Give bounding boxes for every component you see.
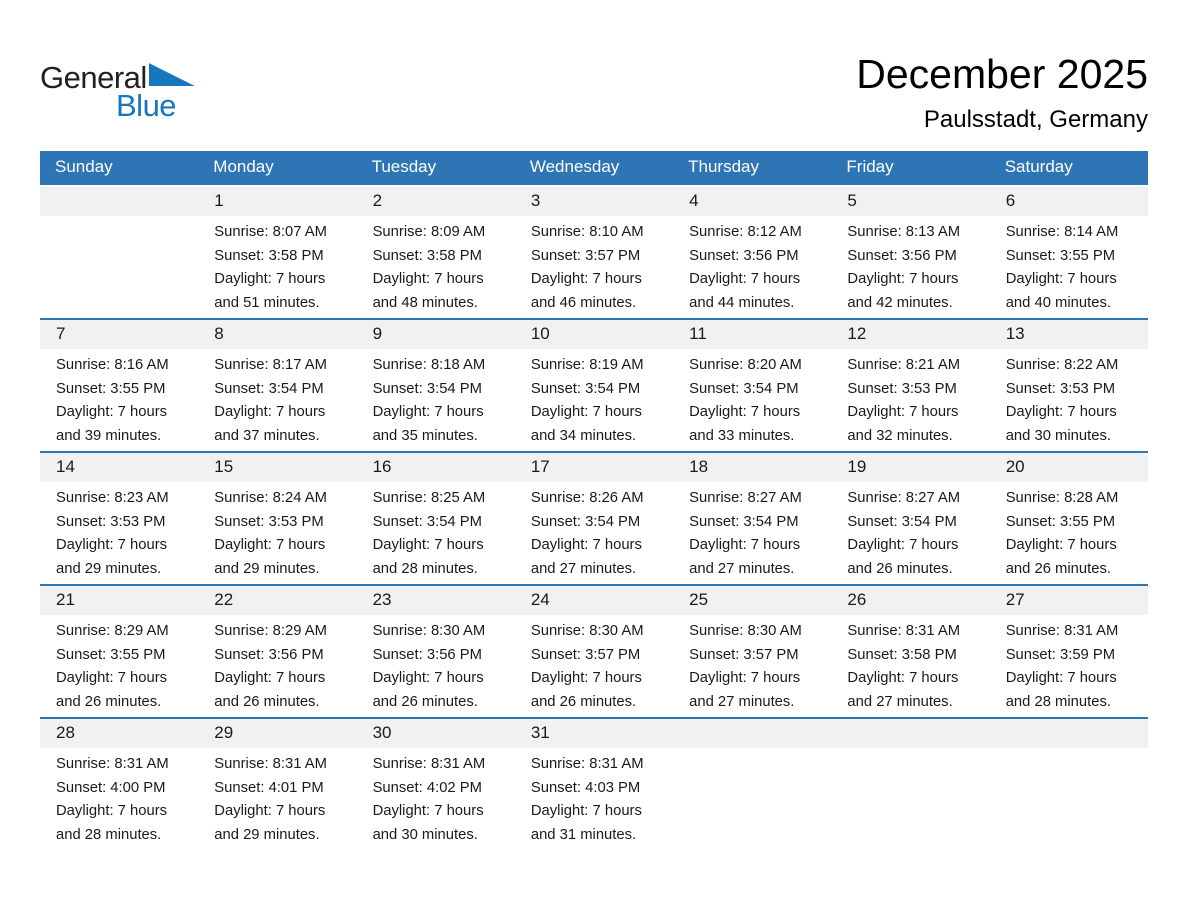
sunrise-text: Sunrise: 8:31 AM	[214, 756, 327, 773]
sunset-text: Sunset: 4:00 PM	[56, 779, 166, 796]
day-cell	[40, 319, 198, 452]
day-cell	[990, 186, 1148, 319]
day-number: 6	[990, 187, 1148, 216]
sunrise-text: Sunrise: 8:20 AM	[689, 357, 802, 374]
sunrise-text: Sunrise: 8:18 AM	[372, 357, 486, 374]
sunset-text: Sunset: 3:56 PM	[847, 247, 957, 264]
day-cell	[990, 319, 1148, 452]
daylight-text-line2: and 44 minutes.	[689, 294, 795, 311]
day-number: 2	[357, 187, 515, 216]
day-details	[198, 482, 356, 581]
weekday-header-tuesday: Tuesday	[357, 151, 515, 186]
sunrise-text: Sunrise: 8:29 AM	[214, 623, 327, 640]
day-cell	[198, 718, 356, 851]
sunset-text: Sunset: 3:56 PM	[372, 646, 482, 663]
weekday-header-friday: Friday	[831, 151, 989, 186]
day-number: 23	[357, 586, 515, 615]
sunrise-text: Sunrise: 8:19 AM	[530, 357, 644, 374]
daylight-text-line1: Daylight: 7 hours	[56, 537, 168, 554]
day-number: 12	[831, 320, 989, 349]
sunrise-text: Sunrise: 8:31 AM	[530, 756, 644, 773]
daylight-text-line2: and 26 minutes.	[372, 693, 478, 710]
day-number: 17	[515, 453, 673, 482]
sunrise-text: Sunrise: 8:31 AM	[56, 756, 169, 773]
daylight-text-line2: and 46 minutes.	[530, 294, 637, 311]
day-number: 22	[198, 586, 356, 615]
logo-triangle-icon	[149, 63, 195, 86]
sunset-text: Sunset: 3:54 PM	[847, 513, 957, 530]
sunset-text: Sunset: 3:54 PM	[214, 380, 324, 397]
day-number: 25	[673, 586, 831, 615]
weekday-header-thursday: Thursday	[673, 151, 831, 186]
day-details	[990, 748, 1148, 753]
daylight-text-line1: Daylight: 7 hours	[689, 670, 801, 687]
day-number: 9	[357, 320, 515, 349]
day-cell-empty	[40, 186, 198, 319]
day-cell	[673, 452, 831, 585]
day-number: 30	[357, 719, 515, 748]
day-details	[515, 482, 673, 581]
daylight-text-line2: and 29 minutes.	[214, 560, 320, 577]
day-details	[40, 349, 198, 448]
sunrise-text: Sunrise: 8:16 AM	[56, 357, 169, 374]
daylight-text-line1: Daylight: 7 hours	[214, 670, 326, 687]
daylight-text-line2: and 28 minutes.	[1005, 693, 1111, 710]
sunset-text: Sunset: 3:59 PM	[1005, 646, 1116, 663]
day-number	[40, 187, 198, 216]
day-details	[515, 748, 673, 847]
sunset-text: Sunset: 3:53 PM	[56, 513, 166, 530]
week-row	[40, 452, 1148, 585]
daylight-text-line2: and 32 minutes.	[847, 427, 953, 444]
general-blue-logo	[40, 62, 195, 121]
sunrise-text: Sunrise: 8:14 AM	[1005, 224, 1119, 241]
daylight-text-line1: Daylight: 7 hours	[1005, 271, 1117, 288]
sunset-text: Sunset: 3:54 PM	[689, 380, 799, 397]
daylight-text-line2: and 33 minutes.	[689, 427, 795, 444]
daylight-text-line1: Daylight: 7 hours	[372, 803, 484, 820]
day-number: 24	[515, 586, 673, 615]
daylight-text-line1: Daylight: 7 hours	[56, 803, 168, 820]
daylight-text-line1: Daylight: 7 hours	[214, 404, 326, 421]
day-number: 10	[515, 320, 673, 349]
day-cell	[831, 319, 989, 452]
daylight-text-line2: and 48 minutes.	[372, 294, 478, 311]
day-number: 8	[198, 320, 356, 349]
sunset-text: Sunset: 3:56 PM	[214, 646, 324, 663]
day-cell	[515, 585, 673, 718]
daylight-text-line1: Daylight: 7 hours	[214, 537, 326, 554]
day-cell	[673, 585, 831, 718]
sunrise-text: Sunrise: 8:31 AM	[847, 623, 961, 640]
day-cell	[515, 718, 673, 851]
day-details	[831, 482, 989, 581]
daylight-text-line2: and 29 minutes.	[214, 826, 320, 843]
month-title: December 2025	[856, 51, 1148, 97]
day-number: 5	[831, 187, 989, 216]
day-details	[357, 748, 515, 847]
day-details	[673, 216, 831, 315]
day-details	[40, 615, 198, 714]
daylight-text-line1: Daylight: 7 hours	[689, 404, 801, 421]
daylight-text-line1: Daylight: 7 hours	[372, 271, 484, 288]
day-number: 11	[673, 320, 831, 349]
day-cell	[831, 186, 989, 319]
day-details	[198, 748, 356, 847]
day-cell	[357, 319, 515, 452]
daylight-text-line1: Daylight: 7 hours	[689, 537, 801, 554]
daylight-text-line1: Daylight: 7 hours	[372, 404, 484, 421]
day-cell	[40, 585, 198, 718]
sunrise-text: Sunrise: 8:12 AM	[689, 224, 802, 241]
daylight-text-line1: Daylight: 7 hours	[530, 404, 642, 421]
day-cell	[515, 319, 673, 452]
sunset-text: Sunset: 3:57 PM	[530, 646, 641, 663]
daylight-text-line1: Daylight: 7 hours	[1005, 670, 1117, 687]
daylight-text-line1: Daylight: 7 hours	[56, 670, 168, 687]
daylight-text-line2: and 30 minutes.	[1005, 427, 1111, 444]
day-details	[357, 349, 515, 448]
day-details	[673, 615, 831, 714]
day-number	[990, 719, 1148, 748]
day-details	[198, 349, 356, 448]
sunset-text: Sunset: 3:53 PM	[1005, 380, 1116, 397]
daylight-text-line1: Daylight: 7 hours	[530, 271, 642, 288]
sunrise-text: Sunrise: 8:13 AM	[847, 224, 961, 241]
logo-text-general: General	[40, 60, 147, 95]
day-number: 29	[198, 719, 356, 748]
sunset-text: Sunset: 3:56 PM	[689, 247, 799, 264]
day-number: 18	[673, 453, 831, 482]
sunset-text: Sunset: 3:53 PM	[847, 380, 957, 397]
day-cell	[198, 186, 356, 319]
day-number: 28	[40, 719, 198, 748]
day-cell	[673, 186, 831, 319]
day-cell	[990, 585, 1148, 718]
daylight-text-line2: and 34 minutes.	[530, 427, 637, 444]
day-cell-empty	[673, 718, 831, 851]
daylight-text-line2: and 26 minutes.	[530, 693, 637, 710]
day-number: 4	[673, 187, 831, 216]
day-number: 7	[40, 320, 198, 349]
daylight-text-line1: Daylight: 7 hours	[372, 537, 484, 554]
daylight-text-line1: Daylight: 7 hours	[1005, 537, 1117, 554]
sunrise-text: Sunrise: 8:25 AM	[372, 490, 486, 507]
weekday-header-wednesday: Wednesday	[515, 151, 673, 186]
daylight-text-line2: and 29 minutes.	[56, 560, 162, 577]
day-cell-empty	[990, 718, 1148, 851]
day-number	[673, 719, 831, 748]
daylight-text-line2: and 26 minutes.	[847, 560, 953, 577]
daylight-text-line1: Daylight: 7 hours	[530, 537, 642, 554]
sunset-text: Sunset: 3:58 PM	[847, 646, 957, 663]
daylight-text-line2: and 51 minutes.	[214, 294, 320, 311]
daylight-text-line2: and 28 minutes.	[56, 826, 162, 843]
sunset-text: Sunset: 3:54 PM	[530, 513, 641, 530]
day-number: 13	[990, 320, 1148, 349]
day-cell	[990, 452, 1148, 585]
daylight-text-line1: Daylight: 7 hours	[214, 271, 326, 288]
sunset-text: Sunset: 3:55 PM	[56, 380, 166, 397]
sunset-text: Sunset: 3:55 PM	[1005, 513, 1116, 530]
sunset-text: Sunset: 4:01 PM	[214, 779, 324, 796]
day-cell	[40, 452, 198, 585]
sunset-text: Sunset: 3:55 PM	[1005, 247, 1116, 264]
day-details	[673, 748, 831, 753]
daylight-text-line2: and 27 minutes.	[689, 560, 795, 577]
daylight-text-line2: and 40 minutes.	[1005, 294, 1111, 311]
daylight-text-line1: Daylight: 7 hours	[530, 670, 642, 687]
weekday-header-sunday: Sunday	[40, 151, 198, 186]
sunset-text: Sunset: 4:02 PM	[372, 779, 482, 796]
weekday-header-monday: Monday	[198, 151, 356, 186]
sunrise-text: Sunrise: 8:31 AM	[372, 756, 486, 773]
day-details	[515, 615, 673, 714]
day-details	[515, 216, 673, 315]
day-cell	[515, 186, 673, 319]
daylight-text-line1: Daylight: 7 hours	[847, 537, 959, 554]
day-details	[831, 349, 989, 448]
day-number: 16	[357, 453, 515, 482]
day-number: 19	[831, 453, 989, 482]
day-number: 3	[515, 187, 673, 216]
day-cell	[673, 319, 831, 452]
daylight-text-line2: and 35 minutes.	[372, 427, 478, 444]
sunrise-text: Sunrise: 8:30 AM	[372, 623, 486, 640]
daylight-text-line2: and 42 minutes.	[847, 294, 953, 311]
day-details	[990, 216, 1148, 315]
daylight-text-line1: Daylight: 7 hours	[214, 803, 326, 820]
day-details	[357, 615, 515, 714]
sunrise-text: Sunrise: 8:21 AM	[847, 357, 961, 374]
day-details	[357, 482, 515, 581]
day-details	[40, 482, 198, 581]
day-cell	[198, 452, 356, 585]
sunrise-text: Sunrise: 8:22 AM	[1005, 357, 1119, 374]
sunset-text: Sunset: 3:58 PM	[214, 247, 324, 264]
week-row	[40, 186, 1148, 319]
daylight-text-line1: Daylight: 7 hours	[847, 271, 959, 288]
daylight-text-line1: Daylight: 7 hours	[689, 271, 801, 288]
sunrise-text: Sunrise: 8:24 AM	[214, 490, 327, 507]
page-header	[40, 0, 1148, 134]
day-cell	[357, 718, 515, 851]
daylight-text-line2: and 27 minutes.	[689, 693, 795, 710]
daylight-text-line2: and 30 minutes.	[372, 826, 478, 843]
daylight-text-line2: and 31 minutes.	[530, 826, 637, 843]
sunset-text: Sunset: 3:54 PM	[372, 513, 482, 530]
day-details	[198, 216, 356, 315]
day-number: 31	[515, 719, 673, 748]
day-details	[198, 615, 356, 714]
sunrise-text: Sunrise: 8:27 AM	[847, 490, 961, 507]
day-details	[831, 748, 989, 753]
day-details	[990, 615, 1148, 714]
day-cell	[357, 585, 515, 718]
weekday-header-row	[40, 151, 1148, 186]
week-row	[40, 319, 1148, 452]
daylight-text-line1: Daylight: 7 hours	[847, 670, 959, 687]
daylight-text-line2: and 26 minutes.	[1005, 560, 1111, 577]
daylight-text-line2: and 26 minutes.	[56, 693, 162, 710]
sunset-text: Sunset: 3:57 PM	[689, 646, 799, 663]
sunrise-text: Sunrise: 8:30 AM	[689, 623, 802, 640]
day-number: 1	[198, 187, 356, 216]
day-details	[357, 216, 515, 315]
day-details	[673, 482, 831, 581]
day-cell	[357, 186, 515, 319]
day-details	[990, 349, 1148, 448]
sunset-text: Sunset: 3:55 PM	[56, 646, 166, 663]
daylight-text-line1: Daylight: 7 hours	[372, 670, 484, 687]
sunrise-text: Sunrise: 8:26 AM	[530, 490, 644, 507]
day-details	[40, 748, 198, 847]
sunrise-text: Sunrise: 8:30 AM	[530, 623, 644, 640]
sunrise-text: Sunrise: 8:31 AM	[1005, 623, 1119, 640]
daylight-text-line1: Daylight: 7 hours	[530, 803, 642, 820]
daylight-text-line2: and 27 minutes.	[530, 560, 637, 577]
title-block	[856, 52, 1148, 134]
sunrise-text: Sunrise: 8:23 AM	[56, 490, 169, 507]
day-number: 15	[198, 453, 356, 482]
daylight-text-line2: and 37 minutes.	[214, 427, 320, 444]
sunset-text: Sunset: 3:57 PM	[530, 247, 641, 264]
logo-text-blue: Blue	[116, 88, 177, 123]
day-cell	[198, 585, 356, 718]
daylight-text-line2: and 39 minutes.	[56, 427, 162, 444]
sunrise-text: Sunrise: 8:07 AM	[214, 224, 327, 241]
day-details	[673, 349, 831, 448]
sunset-text: Sunset: 4:03 PM	[530, 779, 641, 796]
sunrise-text: Sunrise: 8:10 AM	[530, 224, 644, 241]
daylight-text-line2: and 27 minutes.	[847, 693, 953, 710]
daylight-text-line1: Daylight: 7 hours	[1005, 404, 1117, 421]
day-details	[40, 216, 198, 221]
sunset-text: Sunset: 3:53 PM	[214, 513, 324, 530]
day-cell-empty	[831, 718, 989, 851]
day-number: 14	[40, 453, 198, 482]
sunset-text: Sunset: 3:54 PM	[530, 380, 641, 397]
day-number	[831, 719, 989, 748]
day-cell	[831, 585, 989, 718]
sunset-text: Sunset: 3:54 PM	[689, 513, 799, 530]
sunrise-text: Sunrise: 8:28 AM	[1005, 490, 1119, 507]
calendar-table	[40, 151, 1148, 851]
day-details	[990, 482, 1148, 581]
sunrise-text: Sunrise: 8:09 AM	[372, 224, 486, 241]
day-cell	[831, 452, 989, 585]
day-details	[515, 349, 673, 448]
sunset-text: Sunset: 3:54 PM	[372, 380, 482, 397]
day-cell	[198, 319, 356, 452]
weekday-header-saturday: Saturday	[990, 151, 1148, 186]
day-details	[831, 216, 989, 315]
daylight-text-line2: and 26 minutes.	[214, 693, 320, 710]
day-number: 27	[990, 586, 1148, 615]
day-cell	[357, 452, 515, 585]
day-cell	[40, 718, 198, 851]
daylight-text-line2: and 28 minutes.	[372, 560, 478, 577]
week-row	[40, 585, 1148, 718]
daylight-text-line1: Daylight: 7 hours	[56, 404, 168, 421]
day-cell	[515, 452, 673, 585]
sunset-text: Sunset: 3:58 PM	[372, 247, 482, 264]
day-details	[831, 615, 989, 714]
sunrise-text: Sunrise: 8:27 AM	[689, 490, 802, 507]
week-row	[40, 718, 1148, 851]
sunrise-text: Sunrise: 8:17 AM	[214, 357, 327, 374]
location-subtitle: Paulsstadt, Germany	[923, 106, 1148, 134]
day-number: 26	[831, 586, 989, 615]
day-number: 21	[40, 586, 198, 615]
sunrise-text: Sunrise: 8:29 AM	[56, 623, 169, 640]
daylight-text-line1: Daylight: 7 hours	[847, 404, 959, 421]
day-number: 20	[990, 453, 1148, 482]
